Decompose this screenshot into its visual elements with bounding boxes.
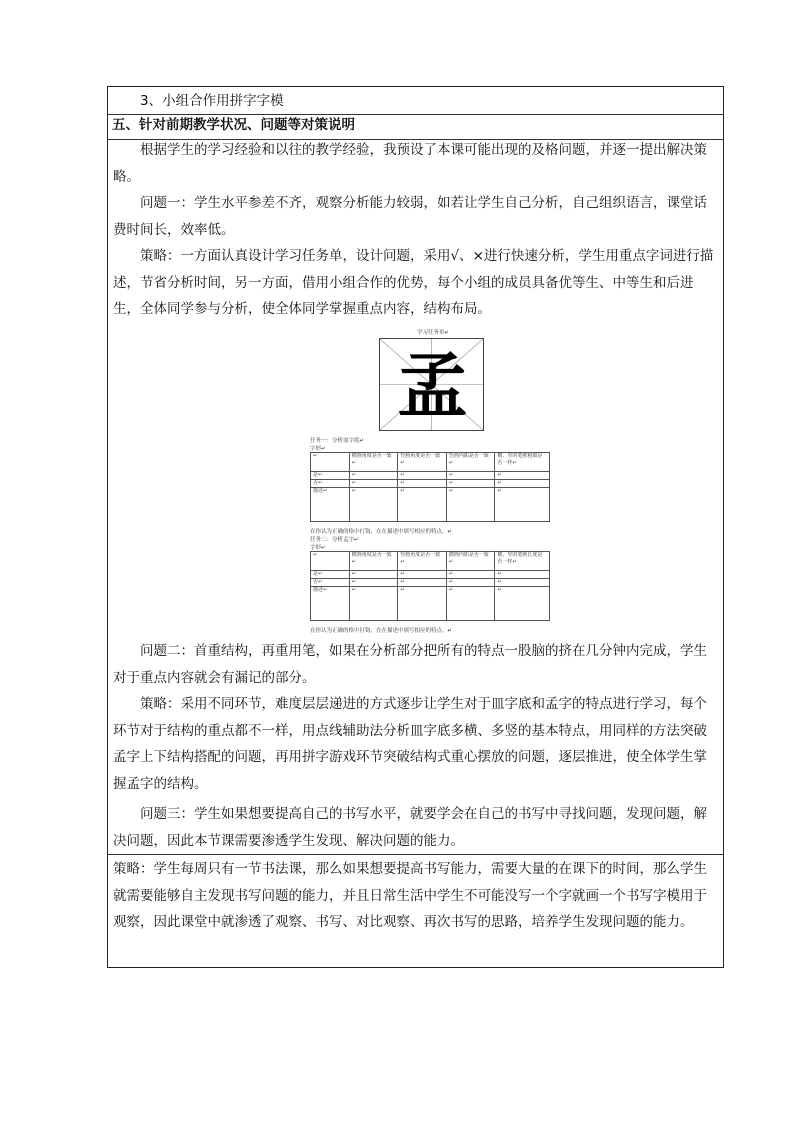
header-cell: 竖画内陷是否一致↵ bbox=[446, 453, 495, 472]
row-label-no: 否↵ bbox=[311, 579, 350, 587]
model-character: 孟 bbox=[397, 344, 468, 427]
answer-cell: ↵ bbox=[398, 579, 447, 587]
answer-cell: ↵ bbox=[446, 579, 495, 587]
answer-cell: ↵ bbox=[495, 480, 550, 488]
answer-cell: ↵ bbox=[398, 571, 447, 579]
worksheet-title: 学习任务单↵ bbox=[416, 330, 450, 336]
header-cell: 横、竖的笔画长度是否一样↵ bbox=[495, 552, 550, 571]
task-1-sub: 字形↵ bbox=[310, 446, 326, 452]
header-cell: 竖画角度是否一致↵ bbox=[398, 552, 447, 571]
worksheet-figure bbox=[310, 328, 556, 635]
answer-cell: ↵ bbox=[495, 472, 550, 480]
row-label-yes: 是↵ bbox=[311, 571, 350, 579]
section-5-heading: 五、针对前期教学状况、问题等对策说明 bbox=[112, 117, 355, 133]
problem-3-paragraph: 问题三：学生如果想要提高自己的书写水平，就要学会在自己的书写中寻找问题，发现问题，解决问题，因此本节课需要渗透学生发现、解决问题的能力。 bbox=[113, 806, 707, 849]
header-cell: 横、竖的笔画粗细是否一样↵ bbox=[495, 453, 550, 472]
header-cell: 竖画角度是否一致↵ bbox=[398, 453, 447, 472]
header-cell: ↵ bbox=[311, 552, 350, 571]
row-divider bbox=[107, 854, 724, 855]
tianzige-grid bbox=[379, 338, 484, 431]
answer-cell: ↵ bbox=[349, 571, 398, 579]
strategy-2-paragraph: 策略：采用不同环节，难度层层递进的方式逐步让学生对于皿字底和孟字的特点进行学习，每个环节对于结构的重点都不一样，用点线辅助法分析皿字底多横、多竖的基本特点，用同样的方法突破孟字上下结构搭配的问题，再用拼字游戏环节突破结构式重心摆放的问题，逐层推进，使全体学生掌握孟字的结构。 bbox=[113, 696, 707, 792]
header-cell: 横画角度是否一致↵ bbox=[349, 453, 398, 472]
answer-cell: ↵ bbox=[446, 587, 495, 621]
answer-cell: ↵ bbox=[446, 571, 495, 579]
answer-cell: ↵ bbox=[349, 488, 398, 522]
answer-cell: ↵ bbox=[349, 472, 398, 480]
task-2-sub: 字形↵ bbox=[310, 545, 326, 551]
answer-cell: ↵ bbox=[446, 472, 495, 480]
answer-cell: ↵ bbox=[495, 488, 550, 522]
row-label-desc: 描述↵ bbox=[311, 587, 350, 621]
answer-cell: ↵ bbox=[495, 587, 550, 621]
strategy-1-paragraph: 策略：一方面认真设计学习任务单，设计问题，采用√、×进行快速分析，学生用重点字词进行描述，节省分析时间，另一方面，借用小组合作的优势，每个小组的成员具备优等生、中等生和后进生，全体同学参与分析，使全体同学掌握重点内容，结构布局。 bbox=[113, 248, 714, 317]
task-2-table bbox=[310, 551, 550, 621]
header-cell: 横画内陷是否一致↵ bbox=[446, 552, 495, 571]
task-1-table bbox=[310, 452, 550, 522]
answer-cell: ↵ bbox=[495, 571, 550, 579]
answer-cell: ↵ bbox=[349, 579, 398, 587]
row-label-yes: 是↵ bbox=[311, 472, 350, 480]
header-cell: ↵ bbox=[311, 453, 350, 472]
answer-cell: ↵ bbox=[446, 488, 495, 522]
item-3: 3、小组合作用拼字字模 bbox=[140, 93, 284, 109]
answer-cell: ↵ bbox=[398, 488, 447, 522]
problem-1-paragraph: 问题一：学生水平参差不齐，观察分析能力较弱，如若让学生自己分析，自己组织语言，课堂话费时间长，效率低。 bbox=[113, 195, 707, 238]
answer-cell: ↵ bbox=[495, 579, 550, 587]
header-cell: 横画角度是否一致↵ bbox=[349, 552, 398, 571]
answer-cell: ↵ bbox=[398, 472, 447, 480]
answer-cell: ↵ bbox=[398, 480, 447, 488]
problem-2-paragraph: 问题二：首重结构，再重用笔，如果在分析部分把所有的特点一股脑的挤在几分钟内完成，学生对于重点内容就会有漏记的部分。 bbox=[113, 643, 707, 686]
task-1-note: 在你认为正确的格中打钩，在在描述中填写相应的特点。↵ bbox=[310, 529, 453, 535]
answer-cell: ↵ bbox=[446, 480, 495, 488]
answer-cell: ↵ bbox=[349, 587, 398, 621]
strategy-3-paragraph: 策略：学生每周只有一节书法课，那么如果想要提高书写能力，需要大量的在课下的时间，那么学生就需要能够自主发现书写问题的能力，并且日常生活中学生不可能没写一个字就画一个书写字模用于观察，因此课堂中就渗透了观察、书写、对比观察、再次书写的思路，培养学生发现问题的能力。 bbox=[113, 861, 707, 930]
task-2-label: 任务二：分析孟字↵ bbox=[310, 537, 359, 543]
task-1-label: 任务一：分析皿字底↵ bbox=[310, 438, 365, 444]
row-label-no: 否↵ bbox=[311, 480, 350, 488]
row-label-desc: 描述↵ bbox=[311, 488, 350, 522]
answer-cell: ↵ bbox=[349, 480, 398, 488]
answer-cell: ↵ bbox=[398, 587, 447, 621]
intro-paragraph: 根据学生的学习经验和以往的教学经验，我预设了本课可能出现的及格问题，并逐一提出解决策略。 bbox=[113, 142, 707, 185]
task-2-note: 在你认为正确的格中打钩，在在描述中填写相应的特点。↵ bbox=[310, 628, 453, 634]
